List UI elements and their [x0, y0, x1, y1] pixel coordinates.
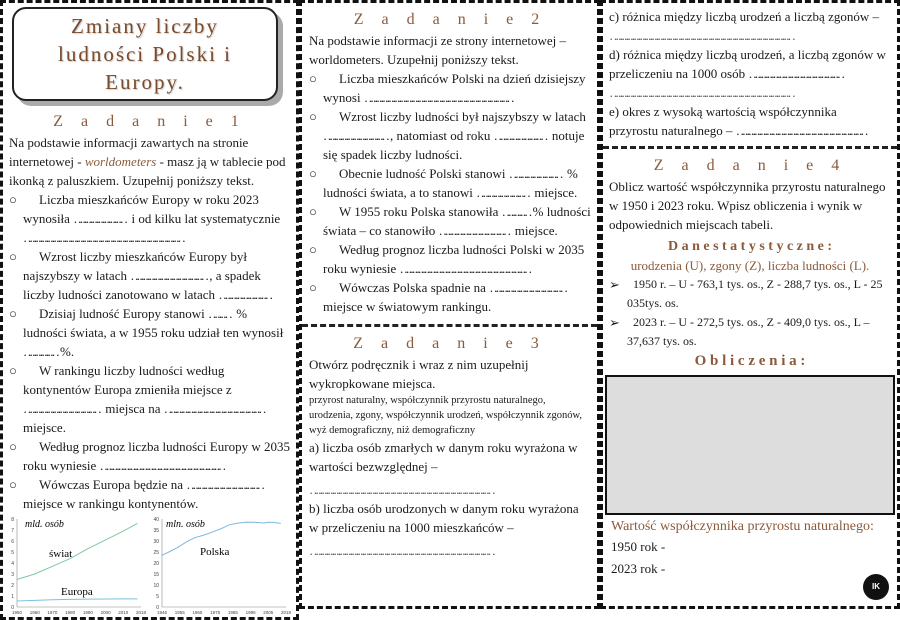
- y-tick-label: 0: [11, 605, 14, 611]
- circle-bullet-icon: ○: [309, 166, 317, 181]
- task-1-heading: Z a d a n i e 1: [53, 113, 246, 130]
- x-tick-label: 1975: [210, 610, 221, 615]
- y-tick-label: 30: [153, 539, 159, 545]
- x-tick-label: 2000: [100, 610, 111, 615]
- world-label: świat: [49, 548, 73, 560]
- dot-leader: ………………………………………: [748, 66, 839, 81]
- dot-leader: ……………………………………………………………………: [23, 230, 179, 245]
- dot-leader: …………: [501, 204, 526, 219]
- x-tick-label: 1995: [245, 610, 256, 615]
- y-tick-label: 6: [11, 539, 14, 545]
- title-line: ludności Polski i: [57, 42, 233, 66]
- circle-bullet-icon: ○: [309, 204, 317, 219]
- y-tick-label: 3: [11, 572, 14, 578]
- answer-a-field[interactable]: [309, 480, 590, 499]
- list-item-text: W 1955 roku Polska stanowiła ………… % ludności świata – co stanowiło …………………………… miejsce.: [323, 204, 591, 238]
- task-2-heading: Z a d a n i e 2: [353, 11, 547, 28]
- calc-heading: O b l i c z e n i a :: [694, 353, 806, 369]
- list-item: [309, 164, 591, 202]
- dot-leader: ……………: [23, 344, 53, 359]
- stats-legend: urodzenia (U), zgony (Z), liczba ludności (L).: [630, 258, 870, 273]
- answer-b-field[interactable]: [309, 541, 590, 560]
- list-item-text: Wówczas Europa będzie na ……………………………… miejsce w rankingu kontynentów.: [23, 475, 290, 513]
- answer-c-field[interactable]: [609, 26, 889, 45]
- y-tick-label: 35: [153, 528, 159, 534]
- dot-leader: ………………………………: [489, 280, 562, 295]
- task-4-section: [603, 146, 897, 606]
- dot-leader: ……………………………: [438, 223, 505, 238]
- question-a: a) liczba osób zmarłych w danym roku wyrażona w wartości bezwzględnej –: [309, 440, 578, 474]
- circle-bullet-icon: ○: [9, 439, 17, 454]
- dot-leader: ………………………………………………………: [735, 123, 862, 138]
- dot-leader: ………………………………………………………………: [363, 90, 508, 105]
- x-tick-label: 2005: [263, 610, 274, 615]
- arrow-bullet-icon: ➢: [609, 277, 620, 292]
- list-item-text: Według prognoz liczba ludności Polski w 2035 roku wyniesie ………………………………………………………: [323, 242, 585, 276]
- dot-leader: ………………………………………………………………………………: [309, 543, 489, 558]
- y-tick-label: 4: [11, 561, 14, 567]
- list-item-text: Według prognoz liczba ludności Europy w 2035 roku wyniesie ……………………………………………………: [23, 439, 290, 473]
- dot-leader: ………………………………………………………………………………: [609, 28, 789, 43]
- task-2-list: [309, 69, 591, 316]
- circle-bullet-icon: ○: [309, 109, 317, 124]
- question-b: b) liczba osób urodzonych w danym roku wyrażona w przeliczeniu na 1000 mieszkańców –: [309, 501, 579, 535]
- poland-label: Polska: [200, 546, 230, 558]
- column-3: [600, 0, 900, 609]
- x-tick-label: 1950: [11, 610, 23, 615]
- y-tick-label: 7: [11, 528, 14, 534]
- title-line: Europy.: [105, 70, 185, 94]
- list-item-text: Obecnie ludność Polski stanowi …………………… % ludności świata, a to stanowi …………………… miejsce.: [323, 166, 578, 200]
- dot-leader: ……………………: [218, 287, 267, 302]
- question-c: c) różnica między liczbą urodzeń a liczbą zgonów –: [609, 9, 879, 24]
- list-item: [309, 240, 591, 278]
- x-tick-label: 1946: [156, 610, 168, 615]
- y-tick-label: 25: [153, 550, 159, 556]
- y-unit-label: mln. osób: [166, 519, 205, 530]
- circle-bullet-icon: ○: [309, 71, 317, 86]
- europe-label: Europa: [61, 586, 93, 598]
- circle-bullet-icon: ○: [9, 306, 17, 321]
- y-tick-label: 20: [153, 561, 159, 567]
- list-item-text: Wzrost liczby mieszkańców Europy był najszybszy w latach ……………………………… , a spadek liczby ludności zanotowano w latach ……………………: [23, 247, 290, 304]
- y-tick-label: 5: [156, 594, 159, 600]
- x-tick-label: 1990: [82, 610, 93, 615]
- list-item-text: Liczba mieszkańców Europy w roku 2023 wynosiła …………………… i od kilku lat systematycznie ……………………………………………………………………: [23, 192, 281, 245]
- intro-text: Na podstawie informacji zawartych na stronie internetowej -: [9, 135, 249, 169]
- circle-bullet-icon: ○: [9, 363, 17, 378]
- y-tick-label: 40: [153, 517, 159, 523]
- x-tick-label: 1955: [174, 610, 185, 615]
- calculation-area[interactable]: [605, 375, 895, 515]
- dot-leader: ……………………………………………………: [99, 458, 220, 473]
- result-1950[interactable]: 1950 rok -: [611, 539, 666, 554]
- stats-text: 1950 r. – U - 763,1 tys. os., Z - 288,7 tys. os., L - 25 035tys. os.: [627, 277, 883, 310]
- stats-heading: D a n e s t a t y s t y c z n e :: [667, 239, 833, 254]
- y-tick-label: 8: [11, 517, 14, 523]
- arrow-bullet-icon: ➢: [609, 315, 620, 330]
- y-tick-label: 2: [11, 583, 14, 589]
- answer-d-field[interactable]: [609, 83, 889, 102]
- list-item: [9, 437, 290, 475]
- dot-leader: ………………………………………………………………………………: [309, 482, 489, 497]
- dot-leader: ………………………………: [23, 401, 95, 416]
- list-item-text: Dzisiaj ludność Europy stanowi ……… % ludności świata, a w 1955 roku udział ten wynosił …………… %.: [23, 306, 284, 359]
- world-series-line: [17, 523, 137, 579]
- task-3-section: [302, 324, 597, 566]
- dot-leader: ………………………………………………………………………………: [609, 85, 789, 100]
- column-2: [299, 0, 600, 609]
- y-unit-label: mld. osób: [25, 519, 64, 530]
- intro-text: - masz ją w tablecie pod ikonką z paluszkiem. Uzupełnij poniższy tekst.: [9, 154, 286, 188]
- list-item: [9, 475, 290, 513]
- list-item: [9, 361, 290, 437]
- x-tick-label: 2018: [135, 610, 147, 615]
- dot-leader: ………………………………: [130, 268, 203, 283]
- dot-leader: ……………………: [508, 166, 557, 181]
- list-item-text: Liczba mieszkańców Polski na dzień dzisiejszy wynosi ………………………………………………………………: [323, 71, 586, 105]
- y-tick-label: 0: [156, 605, 159, 611]
- task-1-list: [9, 190, 290, 513]
- task-4-intro: Oblicz wartość współczynnika przyrostu naturalnego w 1950 i 2023 roku. Wpisz obliczenia i wynik w odpowiednich miejscach tabeli.: [609, 179, 886, 232]
- circle-bullet-icon: ○: [9, 249, 17, 264]
- list-item-text: Wówczas Polska spadnie na ……………………………… miejsce w światowym rankingu.: [323, 278, 591, 316]
- terms-list: przyrost naturalny, współczynnik przyrostu naturalnego, urodzenia, zgony, współczynnik urodzeń, współczynnik zgonów, wyż demograficzny, niż demograficzny: [309, 395, 583, 436]
- stats-2023: [609, 313, 891, 351]
- x-tick-label: 2018: [280, 610, 292, 615]
- stats-1950: [609, 275, 891, 313]
- circle-bullet-icon: ○: [9, 477, 17, 492]
- column-1: [0, 0, 299, 620]
- question-d: d) różnica między liczbą urodzeń, a liczbą zgonów w przeliczeniu na 1000 osób ………………………………………: [609, 47, 886, 81]
- x-tick-label: 1965: [192, 610, 203, 615]
- list-item: [309, 202, 591, 240]
- list-item: [9, 304, 290, 361]
- circle-bullet-icon: ○: [309, 280, 317, 295]
- x-tick-label: 2010: [118, 610, 129, 615]
- dot-leader: ……………………: [476, 185, 525, 200]
- page-title: [12, 7, 278, 101]
- dot-leader: ………………………………………………………: [399, 261, 526, 276]
- world-europe-chart: [3, 513, 148, 617]
- europe-series-line: [17, 599, 137, 601]
- list-item: [309, 278, 591, 316]
- list-item: [9, 247, 290, 304]
- question-e: e) okres z wysoką wartością współczynnika przyrostu naturalnego – ………………………………………………………: [609, 102, 889, 140]
- y-tick-label: 5: [11, 550, 14, 556]
- list-item-text: W rankingu liczby ludności według kontynentów Europa zmieniła miejsce z ……………………………… miejsca na ………………………………………… miejsce.: [23, 361, 290, 437]
- result-heading: Wartość współczynnika przyrostu naturalnego:: [611, 519, 874, 534]
- task-1-intro: [9, 133, 290, 190]
- result-2023[interactable]: 2023 rok -: [611, 561, 666, 576]
- worldometers-link[interactable]: worldometers: [84, 154, 157, 169]
- task-4-heading: Z a d a n i e 4: [653, 157, 847, 174]
- x-tick-label: 1985: [227, 610, 238, 615]
- x-tick-label: 1970: [47, 610, 58, 615]
- title-line: Zmiany liczby: [71, 14, 219, 38]
- x-tick-label: 1960: [29, 610, 40, 615]
- ik-badge: IK: [863, 574, 889, 600]
- circle-bullet-icon: ○: [9, 192, 17, 207]
- list-item: [9, 190, 290, 247]
- y-tick-label: 15: [153, 572, 159, 578]
- dot-leader: ……………………: [493, 128, 542, 143]
- task-3-heading: Z a d a n i e 3: [353, 335, 546, 352]
- task-2-intro: Na podstawie informacji ze strony internetowej – worldometers. Uzupełnij poniższy tekst.: [309, 33, 567, 67]
- charts-row: [3, 513, 296, 617]
- task-3-intro: Otwórz podręcznik i wraz z nim uzupełnij wykropkowane miejsca.: [309, 357, 529, 391]
- list-item: [309, 107, 591, 164]
- list-item: [309, 69, 591, 107]
- dot-leader: …………………………: [323, 128, 383, 143]
- stats-text: 2023 r. – U - 272,5 tys. os., Z - 409,0 tys. os., L – 37,637 tys. os.: [627, 315, 870, 348]
- circle-bullet-icon: ○: [309, 242, 317, 257]
- dot-leader: …………………………………………: [163, 401, 260, 416]
- y-tick-label: 10: [153, 583, 159, 589]
- poland-chart: [148, 513, 293, 617]
- dot-leader: ………………………………: [186, 477, 259, 492]
- dot-leader: ………: [207, 306, 226, 321]
- list-item-text: Wzrost liczby ludności był najszybszy w latach ………………………… , natomiast od roku …………………… notuje się spadek liczby ludności.: [323, 109, 586, 162]
- y-tick-label: 1: [11, 594, 14, 600]
- dot-leader: ……………………: [73, 211, 122, 226]
- x-tick-label: 1980: [65, 610, 76, 615]
